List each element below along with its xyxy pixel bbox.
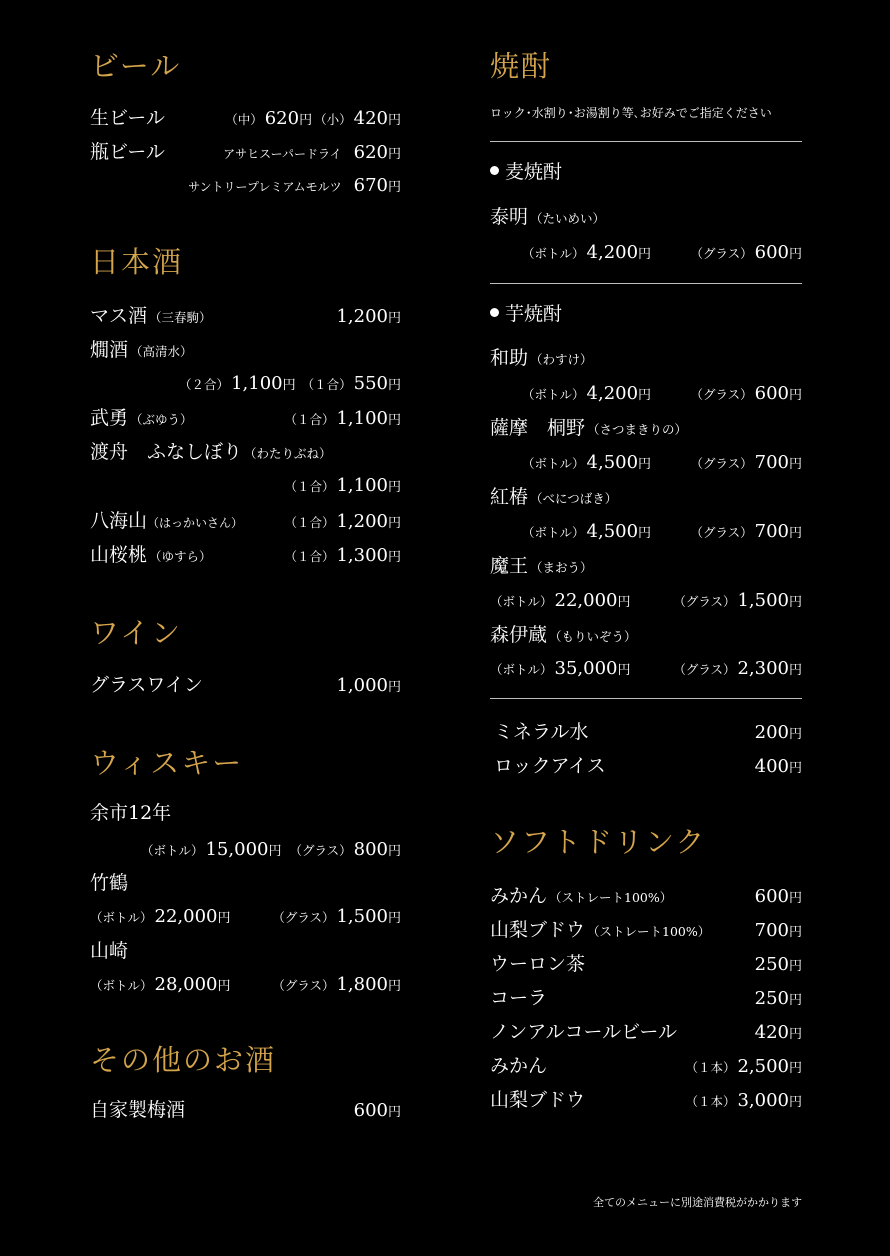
menu-item-benitsubaki-prices: （ボトル） 4,500 円 （グラス） 700 円 [522, 521, 802, 542]
menu-item-masu: マス酒 （三春駒） 1,200 円 [90, 305, 401, 327]
menu-item-mikan-bottle: みかん （１本） 2,500 円 [490, 1055, 802, 1077]
menu-item-yamanashi-grape: 山梨ブドウ （ストレート100%） 700 円 [490, 919, 802, 941]
menu-item-yoichi-prices: （ボトル） 15,000 円 （グラス） 800 円 [140, 839, 401, 860]
menu-item-yamazaki: 山崎 [90, 940, 129, 962]
menu-item-wasuke: 和助 （わすけ） [490, 347, 593, 369]
bullet-icon [490, 308, 499, 317]
other-title: その他のお酒 [90, 1043, 277, 1077]
menu-item-satsuma-prices: （ボトル） 4,500 円 （グラス） 700 円 [522, 452, 802, 473]
menu-item-mineral-water: ミネラル水 200 円 [494, 721, 802, 743]
menu-item-bottle-beer-2: サントリープレミアムモルツ 670 円 [188, 175, 401, 196]
menu-item-non-alcohol-beer: ノンアルコールビール 420 円 [490, 1021, 802, 1043]
menu-item-satsuma: 薩摩 桐野 （さつまきりの） [490, 417, 688, 439]
menu-item-taketsuru-prices: （ボトル） 22,000 円 （グラス） 1,500 円 [90, 906, 401, 927]
menu-item-nama-beer: 生ビール （中） 620 円 （小） 420 円 [90, 104, 401, 132]
menu-item-watari-price: （１合） 1,100 円 [284, 475, 401, 496]
divider [490, 283, 802, 284]
menu-item-taimei-prices: （ボトル） 4,200 円 （グラス） 600 円 [522, 242, 802, 263]
menu-item-mori-prices: （ボトル） 35,000 円 （グラス） 2,300 円 [490, 658, 802, 679]
mugi-heading: 麦焼酎 [490, 158, 802, 186]
menu-item-yusura: 山桜桃 （ゆすら） （１合） 1,300 円 [90, 544, 401, 566]
menu-item-cola: コーラ 250 円 [490, 987, 802, 1009]
menu-item-umeshu: 自家製梅酒 600 円 [90, 1099, 401, 1121]
menu-item-kan: 燗酒 （高清水） [90, 339, 193, 361]
tax-footnote: 全てのメニューに別途消費税がかかります [593, 1196, 802, 1209]
menu-item-bottle-beer: 瓶ビール アサヒスーパードライ 620 円 [90, 141, 401, 163]
menu-item-taimei: 泰明 （たいめい） [490, 206, 606, 228]
menu-item-benitsubaki: 紅椿 （べにつばき） [490, 486, 618, 508]
imo-heading: 芋焼酎 [490, 300, 802, 328]
menu-item-oolong: ウーロン茶 250 円 [490, 953, 802, 975]
beer-title: ビール [90, 49, 182, 83]
menu-item-buyu: 武勇 （ぶゆう） （１合） 1,100 円 [90, 407, 401, 429]
menu-item-watari: 渡舟 ふなしぼり （わたりぶね） [90, 441, 332, 463]
menu-item-kan-prices: （２合） 1,100 円 （１合） 550 円 [179, 373, 401, 394]
menu-item-yamazaki-prices: （ボトル） 28,000 円 （グラス） 1,800 円 [90, 974, 401, 995]
item-name: 生ビール [90, 107, 165, 129]
menu-item-mikan: みかん （ストレート100%） 600 円 [490, 885, 802, 907]
divider [490, 698, 802, 699]
menu-item-rock-ice: ロックアイス 400 円 [494, 755, 802, 777]
bullet-icon [490, 166, 499, 175]
soft-drink-title: ソフトドリンク [490, 825, 707, 859]
shochu-note: ロック･水割り･お湯割り等､お好みでご指定ください [490, 106, 772, 120]
whisky-title: ウィスキー [90, 746, 244, 780]
menu-item-hakkai: 八海山 （はっかいさん） （１合） 1,200 円 [90, 510, 401, 532]
divider [490, 141, 802, 142]
menu-item-grape-bottle: 山梨ブドウ （１本） 3,000 円 [490, 1089, 802, 1111]
menu-item-taketsuru: 竹鶴 [90, 872, 129, 894]
menu-item-mori: 森伊蔵 （もりいぞう） [490, 624, 637, 646]
shochu-title: 焼酎 [490, 49, 553, 83]
menu-item-yoichi: 余市12年 [90, 802, 172, 824]
menu-item-maou: 魔王 （まおう） [490, 555, 593, 577]
menu-item-glass-wine: グラスワイン 1,000 円 [90, 674, 401, 696]
wine-title: ワイン [90, 616, 183, 650]
menu-item-maou-prices: （ボトル） 22,000 円 （グラス） 1,500 円 [490, 590, 802, 611]
menu-item-wasuke-prices: （ボトル） 4,200 円 （グラス） 600 円 [522, 383, 802, 404]
sake-title: 日本酒 [90, 245, 184, 279]
